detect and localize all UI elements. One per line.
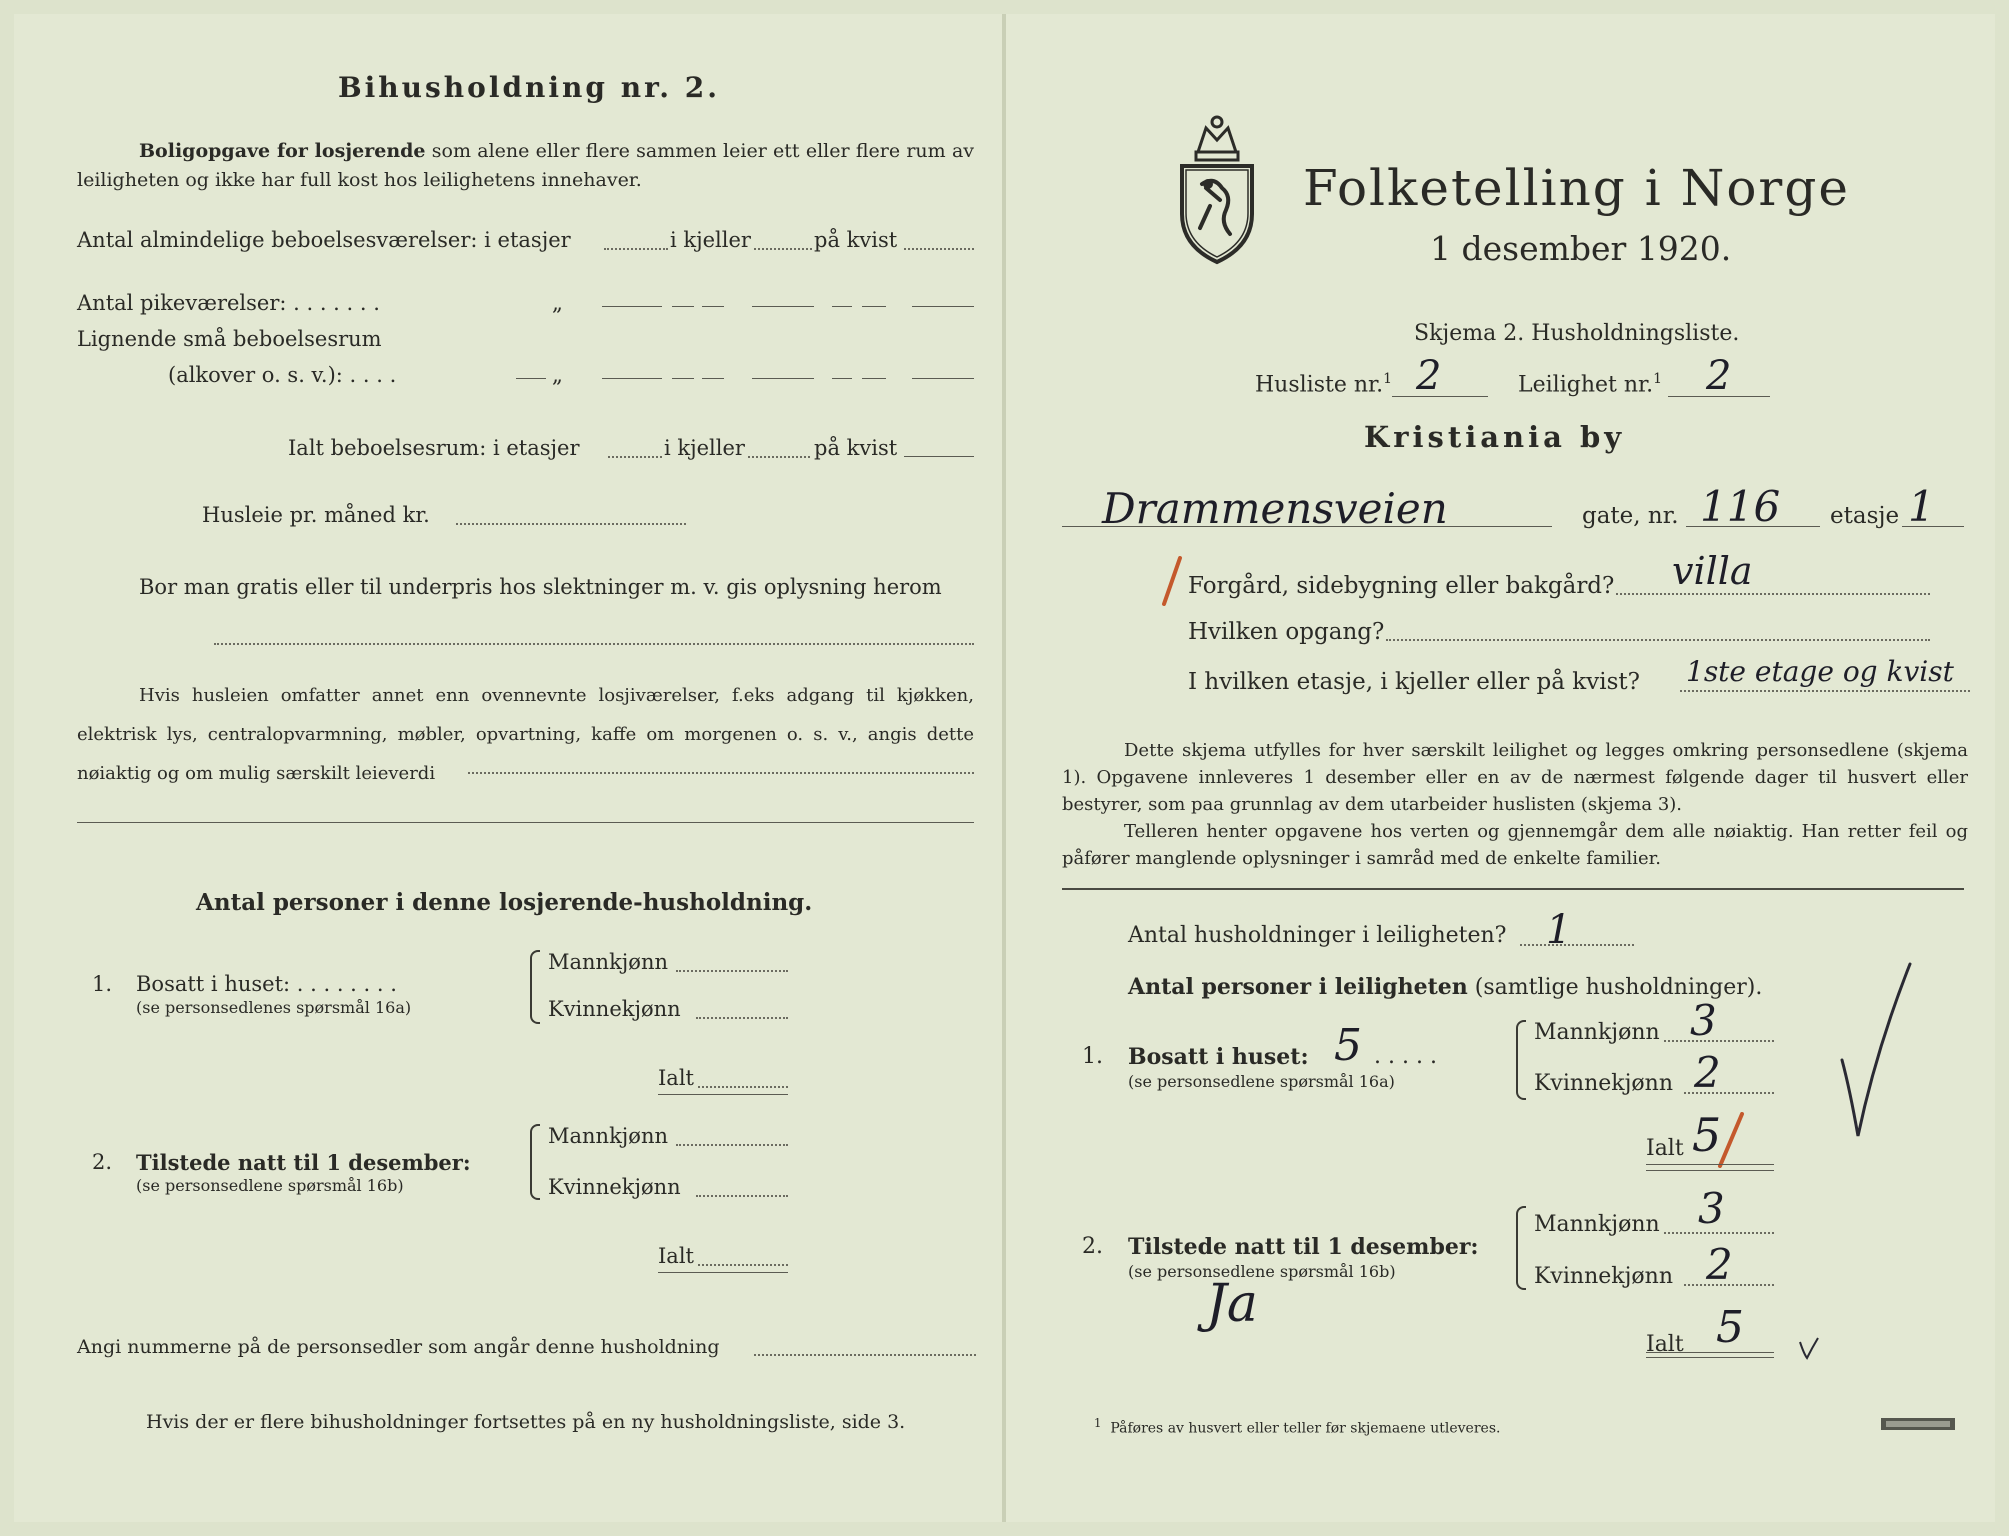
left-q1-ialt-rule xyxy=(658,1094,788,1095)
right-q1-ialt-field[interactable] xyxy=(1646,1164,1774,1165)
right-q2-ialt-label: Ialt xyxy=(1646,1332,1684,1357)
left-q1-sub: (se personsedlenes spørsmål 16a) xyxy=(136,998,412,1017)
street-field[interactable] xyxy=(1062,526,1552,527)
schema-label: Skjema 2. Husholdningsliste. xyxy=(1414,321,1740,346)
red-correction-mark xyxy=(1716,1112,1746,1168)
right-q1-label: Bosatt i huset: xyxy=(1128,1044,1309,1070)
leilighet-value: 2 xyxy=(1706,353,1732,399)
right-q2-ialt-double-rule xyxy=(1646,1357,1774,1358)
lignende-dash-1 xyxy=(672,378,694,379)
kvist-field[interactable] xyxy=(904,248,974,250)
section-rule xyxy=(1062,888,1964,890)
kjeller-field[interactable] xyxy=(754,248,812,250)
angi-label: Angi nummerne på de personsedler som angår denne husholdning xyxy=(77,1336,720,1358)
lignende-etasjer-field[interactable] xyxy=(602,378,662,379)
leilighet-label: Leilighet nr.$^1$ xyxy=(1518,371,1663,398)
kvist-question-value: 1ste etage og kvist xyxy=(1686,655,1954,688)
kjeller-label: i kjeller xyxy=(670,228,751,252)
info-paragraph-2: Telleren henter opgavene hos verten og gjennemgår dem alle nøiaktig. Han retter feil og påfører manglende oplysninger i samråd med de enkelte familier. xyxy=(1062,821,1968,869)
etasje-value: 1 xyxy=(1908,482,1935,531)
right-q1-mann-value: 3 xyxy=(1690,996,1717,1045)
city-label: Kristiania by xyxy=(1364,420,1626,454)
left-q1-brace xyxy=(530,950,540,1024)
forgard-value: villa xyxy=(1672,549,1753,593)
forgard-label: Forgård, sidebygning eller bakgård? xyxy=(1188,573,1615,599)
right-q1-sub: (se personsedlene spørsmål 16a) xyxy=(1128,1072,1395,1091)
pike-dash-2 xyxy=(832,306,852,307)
right-q1-ialt-double-rule xyxy=(1646,1170,1774,1171)
pike-kjeller-field[interactable] xyxy=(702,306,724,307)
omfatter-field[interactable] xyxy=(468,772,974,774)
left-q1-kvinne-label: Kvinnekjønn xyxy=(548,997,681,1021)
intro-rest: som alene eller flere sammen leier ett eller flere rum av leiligheten og ikke har full kost hos leilighetens innehaver. xyxy=(77,140,975,191)
page-fold xyxy=(1002,14,1006,1522)
left-q2-ialt-rule xyxy=(658,1272,788,1273)
lignende-label-1: Lignende små beboelsesrum xyxy=(77,327,382,351)
right-q2-mann-label: Mannkjønn xyxy=(1534,1212,1660,1237)
form-title: Folketelling i Norge xyxy=(1303,159,1850,217)
ialt-beboelse-label: Ialt beboelsesrum: i etasjer xyxy=(288,436,580,460)
right-q2-ialt-value: 5 xyxy=(1716,1302,1744,1353)
husliste-field[interactable] xyxy=(1392,396,1488,397)
leilighet-field[interactable] xyxy=(1668,396,1770,397)
ialt-kvist-field[interactable] xyxy=(904,456,974,457)
right-q2-kvinne-label: Kvinnekjønn xyxy=(1534,1264,1673,1289)
gate-number-value: 116 xyxy=(1700,482,1781,531)
right-q2-ialt-field[interactable] xyxy=(1646,1352,1774,1353)
ialt-kjeller-field[interactable] xyxy=(748,456,810,458)
gratis-field[interactable] xyxy=(214,643,974,645)
etasje-field[interactable] xyxy=(1902,526,1964,527)
left-q1-label: Bosatt i huset: . . . . . . . . xyxy=(136,972,397,996)
left-q1-ialt-field[interactable] xyxy=(698,1086,788,1088)
right-q1-mann-label: Mannkjønn xyxy=(1534,1020,1660,1045)
right-q1-brace xyxy=(1516,1020,1526,1100)
lignende-dash-2 xyxy=(832,378,852,379)
left-q1-kvinne-field[interactable] xyxy=(696,1017,788,1019)
left-q1-mann-field[interactable] xyxy=(676,970,788,972)
husleie-label: Husleie pr. måned kr. xyxy=(202,503,430,527)
ialt-etasjer-field[interactable] xyxy=(608,456,662,458)
kvist-question-field[interactable] xyxy=(1680,690,1970,692)
opgang-field[interactable] xyxy=(1386,639,1930,641)
left-q2-brace xyxy=(530,1124,540,1200)
checkmark-icon xyxy=(1836,960,1916,1140)
husholdninger-value: 1 xyxy=(1546,907,1572,953)
right-q1-mann-field[interactable] xyxy=(1664,1040,1774,1042)
lignende-gap xyxy=(752,378,814,379)
husleie-field[interactable] xyxy=(456,523,686,525)
left-q1-ialt-label: Ialt xyxy=(658,1066,694,1090)
info-paragraph-1: Dette skjema utfylles for hver særskilt leilighet og legges omkring personsedlene (skjema 1). Opgavene innleveres 1 desember eller en av de nærmest følgende dager til husvert eller bestyrer, som paa grunnlag av dem utarbeider huslisten (skjema 3). xyxy=(1062,740,1968,815)
antal-beboelse-label: Antal almindelige beboelsesværelser: i etasjer xyxy=(77,228,571,252)
bihusholdning-title: Bihusholdning nr. 2. xyxy=(338,71,720,104)
kvist-label: på kvist xyxy=(814,228,898,252)
husliste-value: 2 xyxy=(1416,353,1442,399)
left-footer-note: Hvis der er flere bihusholdninger fortsettes på en ny husholdningsliste, side 3. xyxy=(146,1411,906,1433)
lignende-kjeller-field[interactable] xyxy=(702,378,724,379)
right-q1-kvinne-label: Kvinnekjønn xyxy=(1534,1071,1673,1096)
left-q2-label: Tilstede natt til 1 desember: xyxy=(136,1150,471,1175)
omfatter-field-2[interactable] xyxy=(77,822,974,823)
husholdninger-field[interactable] xyxy=(1520,944,1634,946)
left-q2-kvinne-field[interactable] xyxy=(696,1195,788,1197)
right-q2-kvinne-field[interactable] xyxy=(1684,1284,1774,1286)
personer-leilighet-label: Antal personer i leiligheten (samtlige husholdninger). xyxy=(1128,974,1763,1000)
right-q1-value: 5 xyxy=(1334,1020,1362,1071)
left-q2-ialt-field[interactable] xyxy=(698,1264,788,1266)
footnote-text: $^1$ Påføres av husvert eller teller før skjemaene utleveres. xyxy=(1094,1416,1501,1437)
right-q2-mann-value: 3 xyxy=(1698,1184,1725,1233)
etasje-label: etasje xyxy=(1830,503,1900,529)
intro-bold: Boligopgave for losjerende xyxy=(139,140,426,162)
lignende-label-2: (alkover o. s. v.): . . . . xyxy=(168,363,397,387)
pike-kvist-field[interactable] xyxy=(912,306,974,307)
right-q2-kvinne-value: 2 xyxy=(1706,1240,1733,1289)
gate-label: gate, nr. xyxy=(1582,503,1679,529)
right-q1-ialt-label: Ialt xyxy=(1646,1136,1684,1161)
right-q2-sub: (se personsedlene spørsmål 16b) xyxy=(1128,1262,1396,1281)
intro-paragraph xyxy=(77,137,974,195)
right-q1-dots: . . . . . xyxy=(1374,1044,1437,1069)
ialt-kvist-label: på kvist xyxy=(814,436,898,460)
personer-heading: Antal personer i denne losjerende-husholdning. xyxy=(196,889,813,916)
left-q2-number: 2. xyxy=(92,1150,113,1174)
etasjer-field[interactable] xyxy=(604,248,668,250)
omfatter-paragraph: Hvis husleien omfatter annet enn ovennevnte losjiværelser, f.eks adgang til kjøkken, elektrisk lys, centralopvarmning, møbler, opvartning, kaffe om morgenen o. s. v., angis dette nøiaktig og om mulig særskilt leieverdi xyxy=(77,685,974,784)
kvist-question-label: I hvilken etasje, i kjeller eller på kvist? xyxy=(1188,669,1640,695)
left-q1-number: 1. xyxy=(92,972,113,996)
lignende-ditto: „ xyxy=(552,363,563,387)
left-q1-mann-label: Mannkjønn xyxy=(548,950,669,974)
printer-stamp-icon xyxy=(1880,1416,1956,1432)
right-q2-label: Tilstede natt til 1 desember: xyxy=(1128,1234,1479,1260)
husliste-label: Husliste nr.$^1$ xyxy=(1255,371,1393,398)
forgard-field[interactable] xyxy=(1616,593,1930,595)
pike-label: Antal pikeværelser: . . . . . . . xyxy=(77,291,380,315)
pike-gap xyxy=(752,306,814,307)
form-date: 1 desember 1920. xyxy=(1430,229,1732,268)
left-q2-mann-label: Mannkjønn xyxy=(548,1124,669,1148)
right-q2-number: 2. xyxy=(1082,1234,1103,1259)
coat-of-arms-icon xyxy=(1176,110,1258,266)
right-q2-brace xyxy=(1516,1206,1526,1290)
lignende-kvist-field[interactable] xyxy=(912,378,974,379)
left-q2-sub: (se personsedlene spørsmål 16b) xyxy=(136,1176,404,1195)
left-q2-ialt-label: Ialt xyxy=(658,1244,694,1268)
right-q1-kvinne-field[interactable] xyxy=(1684,1092,1774,1094)
pike-etasjer-field[interactable] xyxy=(602,306,662,307)
left-q2-kvinne-label: Kvinnekjønn xyxy=(548,1175,681,1199)
husholdninger-label: Antal husholdninger i leiligheten? xyxy=(1128,923,1507,948)
right-q1-number: 1. xyxy=(1082,1044,1103,1069)
pike-ditto: „ xyxy=(552,291,563,315)
ialt-kjeller-label: i kjeller xyxy=(664,436,745,460)
gate-number-field[interactable] xyxy=(1686,526,1820,527)
gratis-paragraph: Bor man gratis eller til underpris hos slektninger m. v. gis oplysning herom xyxy=(139,575,942,599)
opgang-label: Hvilken opgang? xyxy=(1188,619,1385,645)
left-q2-mann-field[interactable] xyxy=(676,1144,788,1146)
right-q2-mann-field[interactable] xyxy=(1664,1232,1774,1234)
lignende-lead xyxy=(516,378,546,379)
right-q1-ialt-value: 5 xyxy=(1692,1108,1722,1162)
angi-field[interactable] xyxy=(754,1354,976,1356)
right-q1-kvinne-value: 2 xyxy=(1694,1048,1721,1097)
street-value: Drammensveien xyxy=(1102,484,1448,533)
pike-dash-3 xyxy=(862,306,886,307)
small-tick-icon xyxy=(1798,1336,1820,1360)
lignende-dash-3 xyxy=(862,378,886,379)
ja-note: Ja xyxy=(1206,1274,1258,1334)
red-pencil-mark xyxy=(1160,556,1184,606)
pike-dash-1 xyxy=(672,306,694,307)
